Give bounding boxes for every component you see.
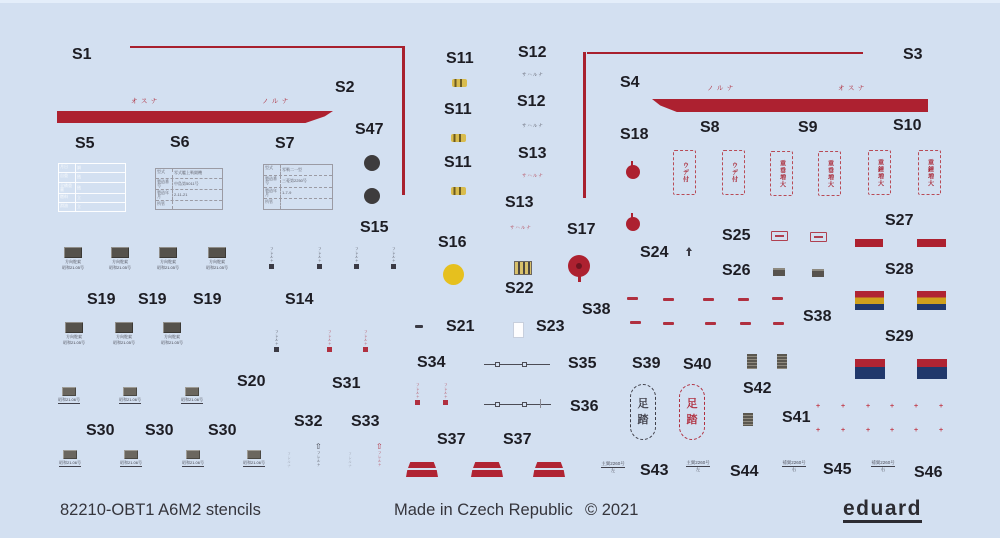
vertical-stencil-s20: フレルナ (274, 330, 279, 352)
plate-s30 (124, 450, 138, 459)
label-s12: S12 (518, 44, 547, 61)
line-end-tick-s36 (540, 399, 541, 408)
red-dash-s38 (738, 298, 749, 301)
tricolor-band-s28 (855, 291, 884, 310)
line-tick-s35 (522, 362, 527, 367)
micro-column-s33: フレルナ (348, 452, 353, 468)
label-s44: S44 (730, 463, 759, 480)
label-s31: S31 (332, 375, 361, 392)
made-in-text: Made in Czech Republic (394, 501, 573, 519)
plate-s19 (163, 322, 181, 333)
plate-stencil-s19: 方向舵索 昭和21.05号 (150, 247, 186, 270)
label-s14: S14 (285, 291, 314, 308)
label-s18: S18 (620, 126, 649, 143)
red-dash-s38 (740, 322, 751, 325)
data-plate-s7: 型式 零戦二一型 製造番号 三菱第2250号 製造年月 1-7-9 所管 (263, 164, 333, 210)
walkway-stripe-s4 (652, 99, 928, 112)
cross-mark-s41: + (914, 403, 919, 410)
micro-text-s13: サハルナ (522, 173, 544, 178)
plate-stencil-s30: 昭和21.06号 (175, 450, 211, 466)
label-s20: S20 (237, 373, 266, 390)
red-box-stencil-s8: ウデ付 (673, 150, 696, 195)
plate-stencil-s19: 方向舵索 昭和21.05号 (102, 247, 138, 270)
red-box-stencil-s10: 重錘増大 (868, 150, 891, 195)
label-s30: S30 (145, 422, 174, 439)
tricolor-band-s28 (917, 291, 946, 310)
red-dash-s38 (663, 298, 674, 301)
label-s19: S19 (193, 291, 222, 308)
cross-mark-s41: + (890, 403, 895, 410)
vertical-stencil-s14: フレルナ (354, 247, 359, 269)
vertical-stencil-s31: フレルナ (363, 330, 368, 352)
red-box-stencil-s8: ウデ付 (722, 150, 745, 195)
vertical-stencil-s14: フレルナ (317, 247, 322, 269)
micro-plate-s46: 補翼2260号 右 (871, 460, 895, 473)
plate-s19 (64, 247, 82, 258)
kana-noruna-s4: ノルナ (707, 85, 737, 92)
label-s32: S32 (294, 413, 323, 430)
red-dash-s38 (630, 321, 641, 324)
plate-s19 (159, 247, 177, 258)
label-s19: S19 (138, 291, 167, 308)
label-s38: S38 (803, 308, 832, 325)
plate-s30 (62, 387, 76, 396)
cross-mark-s41: + (816, 403, 821, 410)
label-s7: S7 (275, 135, 295, 152)
dark-dot-s47 (364, 188, 380, 204)
label-s38: S38 (582, 301, 611, 318)
yellow-stencil-s11 (452, 79, 467, 87)
line-tick-s35 (495, 362, 500, 367)
red-dash-s38 (703, 298, 714, 301)
label-s21: S21 (446, 318, 475, 335)
placard-s42 (743, 413, 753, 426)
label-s26: S26 (722, 262, 751, 279)
label-s11: S11 (444, 154, 472, 171)
label-s37: S37 (437, 431, 466, 448)
red-dot-s18 (626, 165, 640, 179)
red-box-stencil-s10: 重錘増大 (918, 150, 941, 195)
data-plate-s5: 月日 調 自重 瓲 全備重量 瓲 燃料 立 滑油 立 (58, 163, 126, 212)
label-s15: S15 (360, 219, 389, 236)
yellow-stencil-s11 (451, 187, 466, 195)
line-tick-s36 (495, 402, 500, 407)
walkway-line-s3-v (583, 52, 586, 198)
line-stencil-s35 (484, 364, 550, 365)
label-s9: S9 (798, 119, 818, 136)
micro-plate-s45: 補翼2260号 右 (782, 460, 806, 473)
footstep-oval-s40: 足 踏 (679, 384, 705, 440)
red-outline-stencil-s25 (771, 231, 788, 241)
label-s45: S45 (823, 461, 852, 478)
red-box-stencil-s9: 重垂増大 (770, 151, 793, 196)
label-s37: S37 (503, 431, 532, 448)
vertical-stencil-s34: フレルナ (415, 383, 420, 405)
plate-stencil-s30: 昭和21.06号 (112, 387, 148, 403)
sheet-code: 82210-OBT1 A6M2 stencils (60, 501, 261, 519)
red-dot-s18 (626, 217, 640, 231)
micro-text-s12: サハルナ (522, 72, 544, 77)
label-s6: S6 (170, 134, 190, 151)
bicolor-band-s29 (917, 359, 947, 379)
label-s13: S13 (518, 145, 547, 162)
plate-s30 (123, 387, 137, 396)
plate-stencil-s19: 方向舵索 昭和21.05号 (56, 322, 92, 345)
copyright-text: © 2021 (585, 501, 639, 519)
red-dash-s38 (705, 322, 716, 325)
plate-s19 (208, 247, 226, 258)
plate-stencil-s30: 昭和21.06号 (174, 387, 210, 403)
label-s4: S4 (620, 74, 640, 91)
up-arrow-icon: ⇧ (315, 442, 322, 451)
cross-mark-s41: + (866, 403, 871, 410)
dash-stencil-s21 (415, 325, 423, 328)
eduard-logo: eduard (843, 498, 922, 523)
label-s36: S36 (570, 398, 599, 415)
red-band-s27 (855, 239, 883, 247)
red-dash-s38 (663, 322, 674, 325)
label-s13: S13 (505, 194, 534, 211)
plate-s19 (65, 322, 83, 333)
plate-s19 (115, 322, 133, 333)
gray-stencil-s26 (773, 268, 785, 276)
label-s41: S41 (782, 409, 811, 426)
kana-osuna-s2: オスナ (131, 98, 161, 105)
label-s17: S17 (567, 221, 596, 238)
cross-mark-s41: + (939, 427, 944, 434)
micro-column-s32: フレルナ (287, 452, 292, 468)
red-box-stencil-s9: 重垂増大 (818, 151, 841, 196)
label-s8: S8 (700, 119, 720, 136)
label-s3: S3 (903, 46, 923, 63)
label-s28: S28 (885, 261, 914, 278)
label-s30: S30 (208, 422, 237, 439)
red-dash-s38 (627, 297, 638, 300)
label-s25: S25 (722, 227, 751, 244)
plate-stencil-s19: 方向舵索 昭和21.05号 (154, 322, 190, 345)
red-bar-s37 (408, 462, 436, 468)
bicolor-band-s29 (855, 359, 885, 379)
label-s1: S1 (72, 46, 92, 63)
sheet-top-edge (0, 0, 1000, 3)
label-s39: S39 (632, 355, 661, 372)
red-dot-core-s17 (576, 263, 582, 269)
line-tick-s36 (522, 402, 527, 407)
plate-stencil-s19: 方向舵索 昭和21.05号 (199, 247, 235, 270)
up-arrow-icon: ⇧ (376, 442, 383, 451)
label-s30: S30 (86, 422, 115, 439)
plate-stencil-s30: 昭和21.06号 (51, 387, 87, 403)
vertical-stencil-s31: フレルナ (327, 330, 332, 352)
label-s34: S34 (417, 354, 446, 371)
vertical-stencil-s14: フレルナ (269, 247, 274, 269)
color-chip-s22 (514, 261, 532, 275)
red-dash-s38 (773, 322, 784, 325)
vertical-stencil-s14: フレルナ (391, 247, 396, 269)
plate-stencil-s19: 方向舵索 昭和21.05号 (55, 247, 91, 270)
kana-noruna-s2: ノルナ (262, 98, 292, 105)
label-s23: S23 (536, 318, 565, 335)
micro-plate-s43: 主翼2260号 左 (601, 461, 625, 474)
placard-s42 (747, 354, 757, 369)
footstep-oval-s39: 足 踏 (630, 384, 656, 440)
kana-osuna-s4: オスナ (838, 85, 868, 92)
red-bar-s37 (471, 470, 503, 477)
plate-s30 (247, 450, 261, 459)
red-dash-s38 (772, 297, 783, 300)
white-chip-s23 (513, 322, 524, 338)
label-s11: S11 (444, 101, 472, 118)
label-s40: S40 (683, 356, 712, 373)
plate-stencil-s30: 昭和21.06号 (236, 450, 272, 466)
label-s29: S29 (885, 328, 914, 345)
vertical-stencil-s34: フレルナ (443, 383, 448, 405)
red-dot-stem-s17 (578, 276, 581, 282)
label-s24: S24 (640, 244, 669, 261)
label-s11: S11 (446, 50, 474, 67)
gray-stencil-s26 (812, 269, 824, 277)
cross-mark-s41: + (890, 427, 895, 434)
arrow-stencil-s33: ⇧ フレルナ (376, 442, 383, 467)
plate-s30 (186, 450, 200, 459)
label-s12: S12 (517, 93, 546, 110)
red-bar-s37 (473, 462, 501, 468)
red-outline-stencil-s25 (810, 232, 827, 242)
label-s16: S16 (438, 234, 467, 251)
walkway-line-s1-v (402, 46, 405, 195)
plate-stencil-s30: 昭和21.06号 (113, 450, 149, 466)
plate-stencil-s30: 昭和21.06号 (52, 450, 88, 466)
red-bar-s37 (406, 470, 438, 477)
red-bar-s37 (533, 470, 565, 477)
data-plate-s6: 型式 零式艦上戦闘機 製造番号 中島第5011号 製造年月 2-11-21 所管 (155, 168, 223, 210)
label-s42: S42 (743, 380, 772, 397)
micro-text-s12: サハルナ (522, 123, 544, 128)
micro-plate-s44: 主翼2260号 左 (686, 460, 710, 473)
walkway-line-s3-h (587, 52, 863, 54)
micro-text-s13: サハルナ (510, 225, 532, 230)
label-s10: S10 (893, 117, 922, 134)
red-band-s27 (917, 239, 946, 247)
yellow-stencil-s11 (451, 134, 466, 142)
cross-mark-s41: + (866, 427, 871, 434)
placard-s42 (777, 354, 787, 369)
label-s47: S47 (355, 121, 384, 138)
label-s35: S35 (568, 355, 597, 372)
label-s19: S19 (87, 291, 116, 308)
label-s22: S22 (505, 280, 534, 297)
label-s43: S43 (640, 462, 669, 479)
cross-mark-s41: + (914, 427, 919, 434)
walkway-stripe-s2 (57, 111, 333, 123)
dark-dot-s47 (364, 155, 380, 171)
red-bar-s37 (535, 462, 563, 468)
plate-s30 (185, 387, 199, 396)
label-s27: S27 (885, 212, 914, 229)
label-s5: S5 (75, 135, 95, 152)
label-s46: S46 (914, 464, 943, 481)
yellow-dot-s16 (443, 264, 464, 285)
arrow-stencil-s24 (688, 248, 690, 256)
walkway-line-s1-h (130, 46, 404, 48)
cross-mark-s41: + (939, 403, 944, 410)
cross-mark-s41: + (841, 427, 846, 434)
label-s2: S2 (335, 79, 355, 96)
plate-stencil-s19: 方向舵索 昭和21.05号 (106, 322, 142, 345)
plate-s19 (111, 247, 129, 258)
plate-s30 (63, 450, 77, 459)
label-s33: S33 (351, 413, 380, 430)
arrow-stencil-s32: ⇧ フレルナ (315, 442, 322, 467)
cross-mark-s41: + (816, 427, 821, 434)
cross-mark-s41: + (841, 403, 846, 410)
